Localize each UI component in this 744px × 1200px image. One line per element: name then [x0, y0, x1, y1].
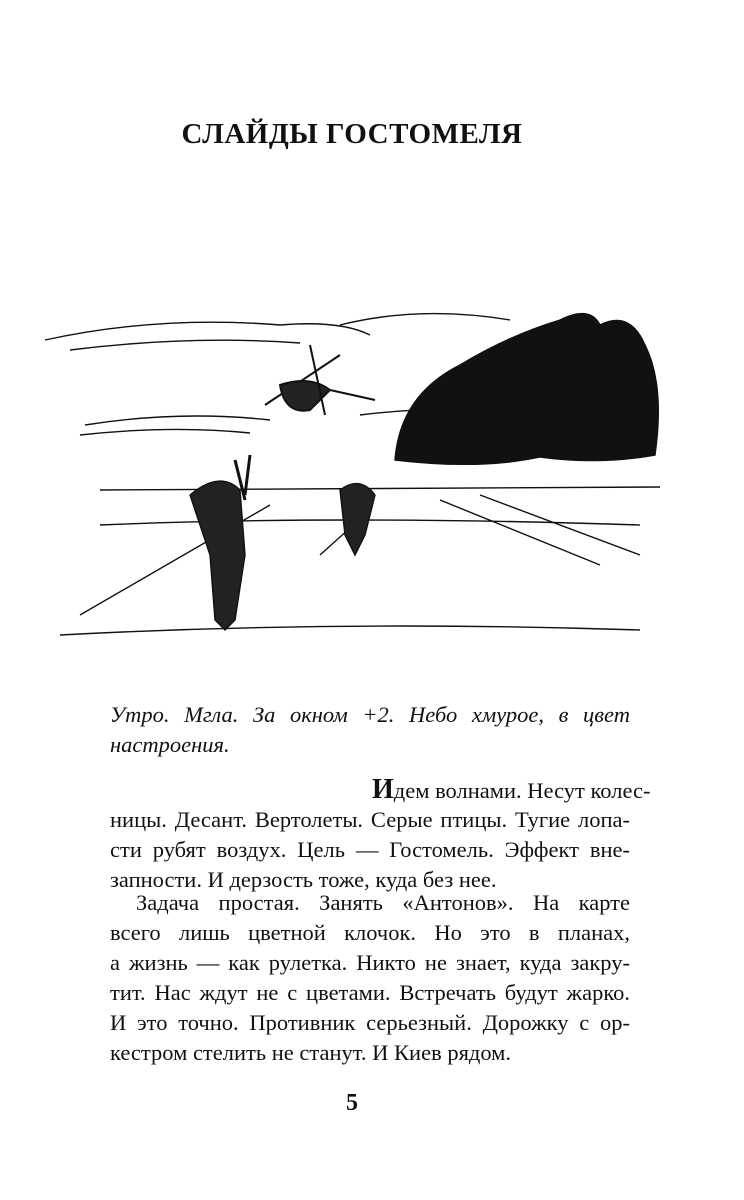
- text-line: а жизнь — как рулетка. Никто не знает, куда закру-: [110, 950, 630, 975]
- text-line: Задача простая. Занять «Антонов». На карте: [136, 890, 630, 915]
- epigraph-line: настроения.: [110, 732, 230, 757]
- paragraph-first-line: [372, 774, 651, 805]
- first-line-text: дем волнами. Несут колес-: [393, 778, 651, 803]
- text-line: ницы. Десант. Вертолеты. Серые птицы. Тугие лопа-: [110, 807, 630, 832]
- epigraph-line: Утро. Мгла. За окном +2. Небо хмурое, в цвет: [110, 702, 630, 727]
- text-line: сти рубят воздух. Цель — Гостомель. Эффект вне-: [110, 837, 630, 862]
- text-line: тит. Нас ждут не с цветами. Встречать будут жарко.: [110, 980, 630, 1005]
- drop-cap: И: [372, 774, 394, 805]
- chapter-title: СЛАЙДЫ ГОСТОМЕЛЯ: [181, 118, 523, 150]
- page-number: 5: [346, 1090, 358, 1116]
- text-line: запности. И дерзость тоже, куда без нее.: [110, 867, 497, 892]
- text-line: всего лишь цветной клочок. Но это в планах,: [110, 920, 630, 945]
- text-line: кестром стелить не станут. И Киев рядом.: [110, 1040, 512, 1065]
- text-line: И это точно. Противник серьезный. Дорожку с ор-: [110, 1010, 630, 1035]
- smoke-cloud: [395, 314, 658, 465]
- soldier-front: [190, 455, 250, 630]
- illustration-airfield-sketch: [40, 225, 690, 665]
- helicopter: [265, 345, 375, 415]
- soldier-back: [340, 484, 375, 555]
